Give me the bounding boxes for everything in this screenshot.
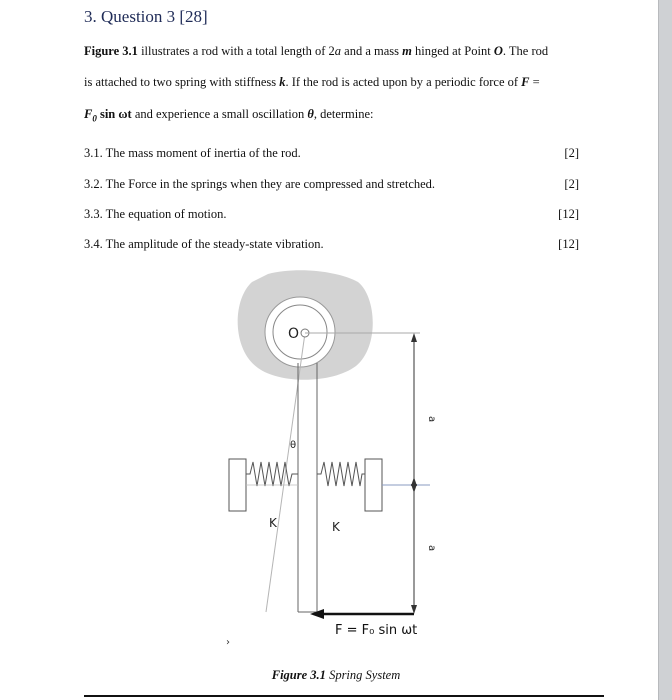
- hinge-inner-circle: [273, 305, 327, 359]
- sub-question-3-2: 3.2. The Force in the springs when they are compressed and stretched.: [84, 177, 436, 191]
- right-spring-label: K: [332, 520, 340, 534]
- sub-question-3-1: 3.1. The mass moment of inertia of the rod.: [84, 146, 301, 160]
- intro-text: . The rod: [502, 44, 549, 58]
- right-spring: [317, 462, 365, 486]
- left-spring-support: [229, 459, 246, 511]
- intro-text: =: [529, 75, 540, 89]
- subscript-0: 0: [92, 113, 97, 124]
- figure-reference: Figure 3.1: [84, 44, 138, 58]
- intro-text: and a mass: [341, 44, 403, 58]
- lower-length-label: a: [426, 545, 437, 552]
- left-spring: [246, 462, 298, 486]
- symbol-F: F: [521, 75, 530, 89]
- symbol-sin-wt: sin ωt: [96, 107, 132, 121]
- right-spring-support: [365, 459, 382, 511]
- intro-text: illustrates a rod with a total length of 2: [137, 44, 335, 58]
- force-label: F = F₀ sin ωt: [335, 623, 418, 638]
- intro-text: and experience a small oscillation: [131, 107, 308, 121]
- sub-question-3-3: 3.3. The equation of motion.: [84, 207, 227, 221]
- theta-label: θ: [290, 440, 297, 451]
- bottom-rule: [84, 695, 604, 697]
- intro-text: hinged at Point: [411, 44, 494, 58]
- dimension-arrow-top: [411, 333, 417, 342]
- left-spring-label: K: [269, 516, 277, 530]
- symbol-m: m: [402, 44, 412, 58]
- pivot-label: O: [288, 326, 300, 342]
- caption-figure-reference: Figure 3.1: [271, 668, 326, 682]
- symbol-k: k: [279, 75, 286, 89]
- symbol-a: a: [334, 44, 342, 58]
- marks-3-4: [12]: [558, 237, 579, 251]
- symbol-O: O: [493, 44, 503, 58]
- question-heading: 3. Question 3 [28]: [84, 7, 208, 26]
- symbol-F0: F: [84, 107, 93, 121]
- stray-mark: ›: [226, 637, 230, 648]
- figure-caption: [0, 668, 672, 683]
- upper-length-label: a: [426, 416, 437, 423]
- caption-text: Spring System: [325, 668, 401, 682]
- marks-3-2: [2]: [564, 177, 579, 191]
- dimension-arrow-mid-down: [411, 484, 417, 493]
- intro-text: is attached to two spring with stiffness: [84, 75, 280, 89]
- symbol-theta: θ: [307, 107, 314, 121]
- dimension-arrow-bottom: [411, 605, 417, 614]
- intro-text: . If the rod is acted upon by a periodic force of: [285, 75, 522, 89]
- intro-text: , determine:: [313, 107, 374, 121]
- marks-3-3: [12]: [558, 207, 579, 221]
- sub-question-3-4: 3.4. The amplitude of the steady-state vibration.: [84, 237, 324, 251]
- marks-3-1: [2]: [564, 146, 579, 160]
